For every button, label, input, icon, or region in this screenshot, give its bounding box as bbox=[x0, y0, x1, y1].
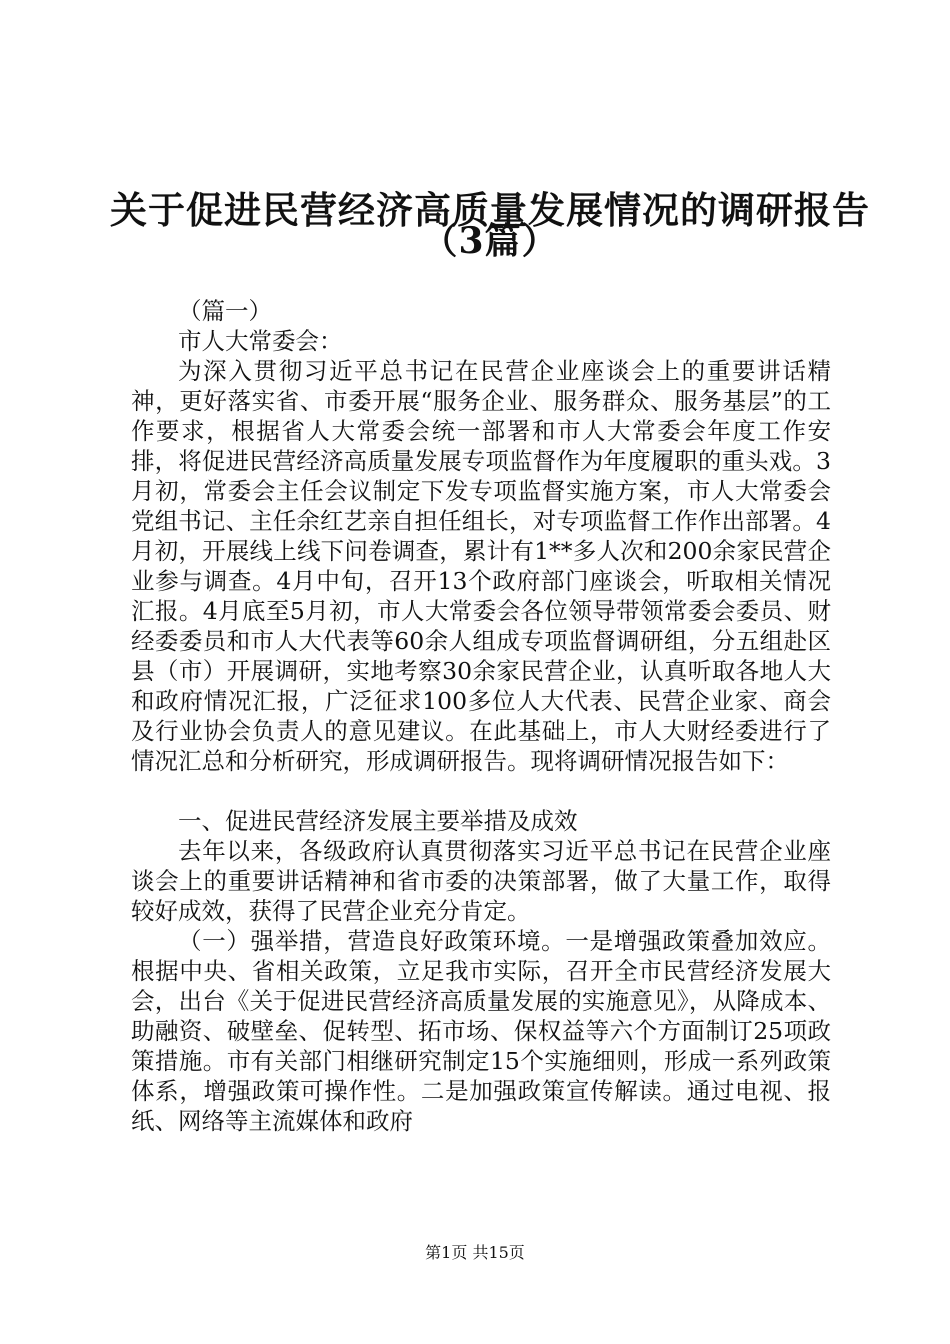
document-body bbox=[131, 296, 831, 1136]
salutation: 市人大常委会： bbox=[178, 327, 343, 355]
intro-paragraph: 为深入贯彻习近平总书记在民营企业座谈会上的重要讲话精神，更好落实省、市委开展“服务企业、服务群众、服务基层”的工作要求，根据省人大常委会统一部署和市人大常委会年度工作安排，将促进民营经济高质量发展专项监督作为年度履职的重头戏。3月初，常委会主任会议制定下发专项监督实施方案，市人大常委会党组书记、主任余红艺亲自担任组长，对专项监督工作作出部署。4月初，开展线上线下问卷调查，累计有1**多人次和200余家民营企业参与调查。4月中旬，召开13个政府部门座谈会，听取相关情况汇报。4月底至5月初，市人大常委会各位领导带领常委会委员、财经委委员和市人大代表等60余人组成专项监督调研组，分五组赴区县（市）开展调研，实地考察30余家民营企业，认真听取各地人大和政府情况汇报，广泛征求100多位人大代表、民营企业家、商会及行业协会负责人的意见建议。在此基础上，市人大财经委进行了情况汇总和分析研究，形成调研报告。现将调研情况报告如下： bbox=[131, 357, 831, 775]
section-paragraph-2: （一）强举措，营造良好政策环境。一是增强政策叠加效应。根据中央、省相关政策，立足我市实际，召开全市民营经济发展大会，出台《关于促进民营经济高质量发展的实施意见》，从降成本、助融资、破壁垒、促转型、拓市场、保权益等六个方面制订25项政策措施。市有关部门相继研究制定15个实施细则，形成一系列政策体系，增强政策可操作性。二是加强政策宣传解读。通过电视、报纸、网络等主流媒体和政府 bbox=[131, 927, 831, 1135]
document-title-line2: （3篇） bbox=[421, 220, 559, 262]
section-paragraph-1: 去年以来，各级政府认真贯彻落实习近平总书记在民营企业座谈会上的重要讲话精神和省市委的决策部署，做了大量工作，取得较好成效，获得了民营企业充分肯定。 bbox=[131, 837, 831, 925]
page-footer: 第1页 共15页 bbox=[425, 1243, 525, 1262]
section-label: （篇一） bbox=[178, 297, 272, 325]
section-heading: 一、促进民营经济发展主要举措及成效 bbox=[178, 807, 578, 835]
document-title-line1: 关于促进民营经济高质量发展情况的调研报告 bbox=[110, 188, 870, 232]
